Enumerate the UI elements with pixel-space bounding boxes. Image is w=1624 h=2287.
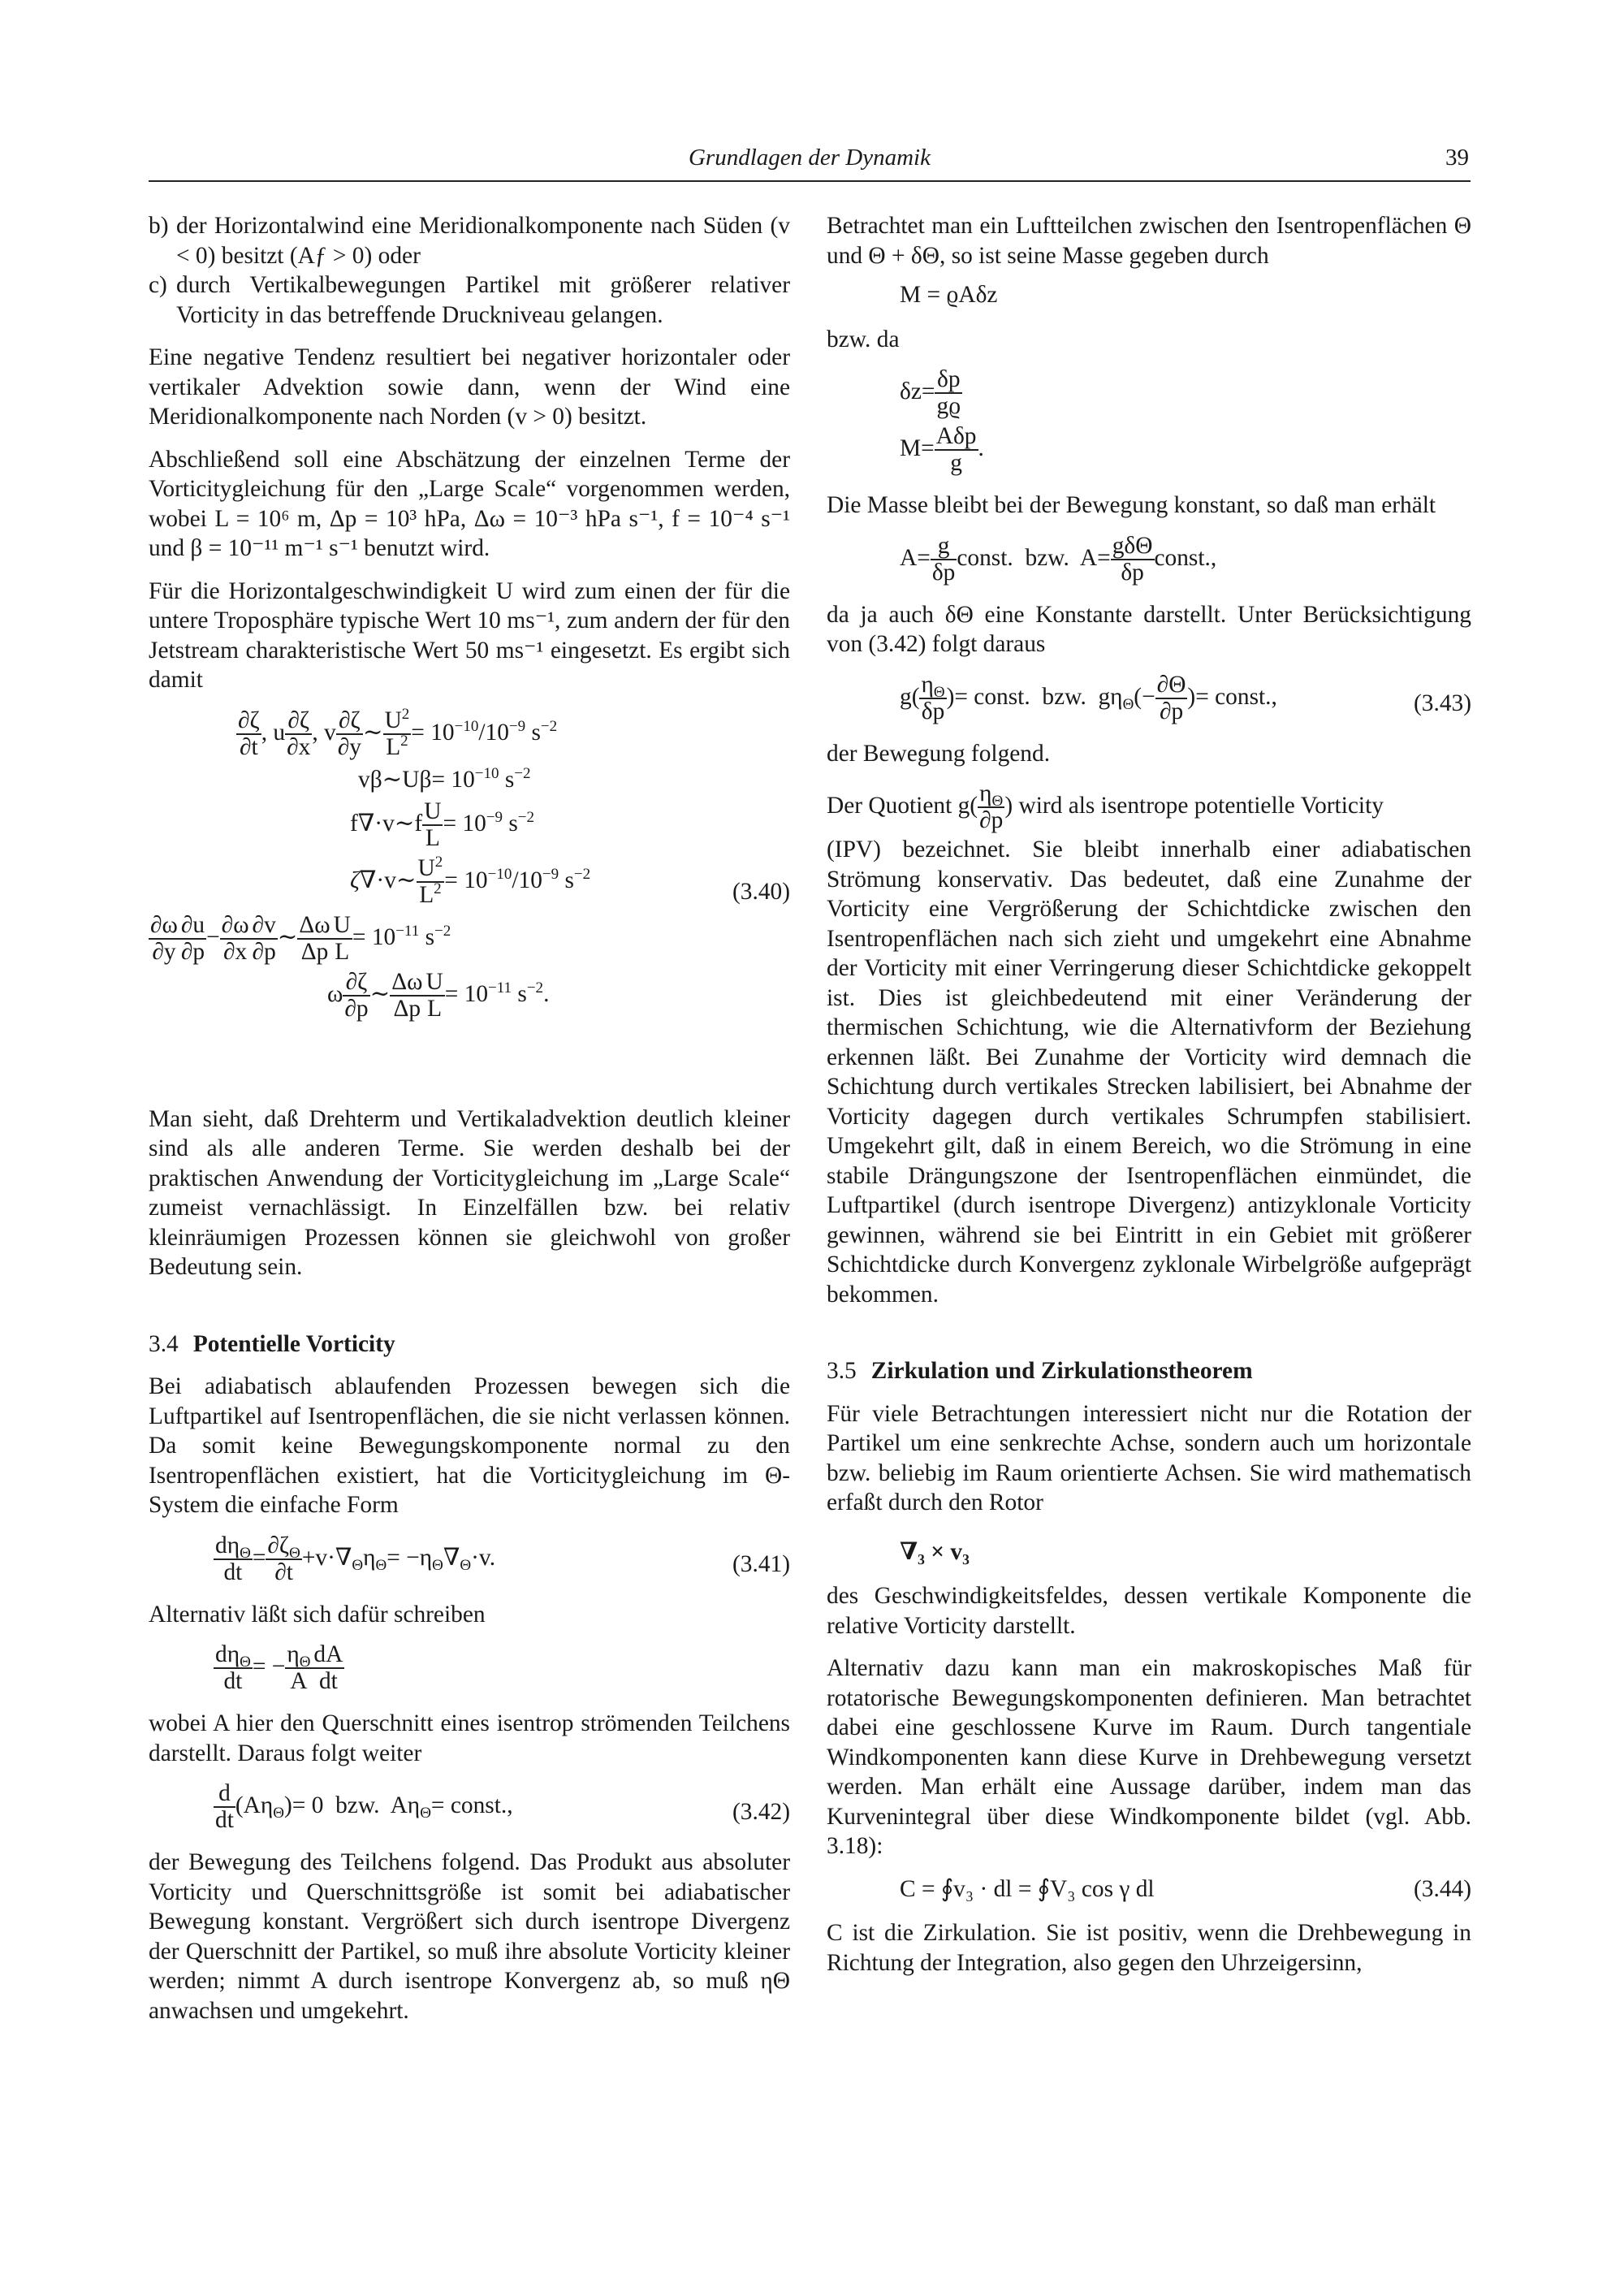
paragraph: Für die Horizontalgeschwindigkeit U wird zum einen der für die untere Troposphäre typische Wert 10 ms⁻¹, zum andern der für den Jetstream charakteristische Wert 50 ms⁻¹ eingesetzt. Es ergibt sich damit [149,577,790,693]
equation-number: (3.41) [732,1550,790,1577]
paragraph: Die Masse bleibt bei der Bewegung konstant, so daß man erhält [827,492,1436,518]
paragraph: bzw. da [827,326,900,352]
section-heading-3-5 [827,1356,1471,1386]
paragraph: Bei adiabatisch ablaufenden Prozessen bewegen sich die Luftpartikel auf Isentropenflächen, die sie nicht verlassen können. Da somit keine Bewegungskomponente normal zu den Isentropenflächen existiert, hat die Vorticitygleichung im Θ-System die einfache Form [149,1373,790,1518]
equation-number: (3.40) [732,878,790,905]
paragraph: Abschließend soll eine Abschätzung der einzelnen Terme der Vorticitygleichung für den „Large Scale“ vorgenommen werden, wobei L = 10⁶ m, Δp = 10³ hPa, Δω = 10⁻³ hPa s⁻¹, f = 10⁻⁴ s⁻¹ und β = 10⁻¹¹ m⁻¹ s⁻¹ benutzt wird. [149,446,790,561]
equation-3-43: g( $\frac{\eta_\Theta}{\delta p}$ )= const. bzw. $g\eta_\Theta(-$ $\frac{\partial\Theta}{\partial p}$ )= const., (3.43) [900,671,1471,724]
section-title: Potentielle Vorticity [192,1330,395,1357]
equation-3-42: $\frac{d}{dt}$ $(A\eta_\Theta)= 0$ bzw. $A\eta_\Theta=$ const., (3.42) [215,1780,790,1833]
paragraph: da ja auch δΘ eine Konstante darstellt. Unter Berücksichtigung von (3.42) folgt daraus [827,601,1471,657]
equation-number: (3.42) [732,1799,790,1825]
header-rule [149,180,1471,182]
equation-number: (3.43) [1413,690,1471,716]
equation-3-41: $\frac{d\eta_\Theta}{dt}$ = $\frac{\partial\zeta_\Theta}{\partial t}$ $+v\cdot\nabla_\Theta\eta_\Theta= -\eta_\Theta\nabla_\Theta\cdot v$. (3.41) [215,1532,790,1585]
equation-dz [827,367,1471,476]
running-header [149,145,1471,182]
list-item-c [149,270,790,330]
equation-line: M= $\frac{\text{Aδp}}{g}$ . [900,423,984,476]
paragraph: C ist die Zirkulation. Sie ist positiv, wenn die Drehbewegung in Richtung der Integration, also gegen den Uhrzeigersinn, [827,1920,1471,1976]
equation-line: vβ∼Uβ= $10^{-10}$ $s^{-2}$ [358,764,531,793]
list-label-b: b) [149,213,169,239]
text-run: wird als isentrope potentielle Vorticity [1018,792,1384,819]
equation-line: ω $\frac{\partial\zeta}{\partial p}$ ∼ $\frac{\Delta\omega}{\Delta p}$ $\frac{U}{L}$ = $10^{-11}$ $s^{-2}$. [327,969,550,1022]
equation-line: $\frac{\partial\zeta}{\partial t}$ , u $\frac{\partial\zeta}{\partial x}$ , v $\frac{\partial\zeta}{\partial y}$ ∼ $\frac{U^2}{L^2}$ = $10^{-10}/10^{-9}$ $s^{-2}$ [238,705,558,760]
list-text-b: der Horizontalwind eine Meridionalkomponente nach Süden (v < 0) besitzt (Aƒ > 0) oder [176,213,790,269]
section-title: Zirkulation und Zirkulationstheorem [870,1358,1253,1384]
list-text-c: durch Vertikalbewegungen Partikel mit größerer relativer Vorticity in das betreffende Druckniveau gelangen. [176,272,790,328]
equation-line: ζ∇·v∼ $\frac{U^2}{L^2}$ = $10^{-10}/10^{-9}$ $s^{-2}$ [350,854,591,908]
equation-line: δz= $\frac{\delta p}{gϱ}$ [900,366,961,419]
right-column [827,211,1471,1991]
list-label-c: c) [149,272,167,298]
paragraph: Man sieht, daß Drehterm und Vertikaladvektion deutlich kleiner sind als alle anderen Terme. Sie werden deshalb bei der praktischen Anwendung der Vorticitygleichung im „Large Scale“ zumeist vernachlässigt. In Einzelfällen bzw. bei relativ kleinräumigen Prozessen können sie gleichwohl von großer Bedeutung sein. [149,1105,790,1280]
text-run: Der Quotient [827,792,952,819]
paragraph: des Geschwindigkeitsfeldes, dessen vertikale Komponente die relative Vorticity darstellt. [827,1583,1471,1639]
paragraph: Für viele Betrachtungen interessiert nicht nur die Rotation der Partikel um eine senkrechte Achse, sondern auch um horizontale bzw. beliebig im Raum orientierte Achsen. Sie wird mathematisch erfaßt durch den Rotor [827,1400,1471,1515]
paragraph: Der Quotient g( $\frac{\eta_\Theta}{\partial p}$ ) wird als isentrope potentielle Vorticity [827,780,1384,833]
paragraph: der Bewegung des Teilchens folgend. Das Produkt aus absoluter Vorticity und Querschnittsgröße ist somit bei adiabatischer Bewegung konstant. Vergrößert sich durch isentrope Divergenz der Querschnitt der Partikel, so muß ihre absolute Vorticity kleiner werden; nimmt A durch isentrope Konvergenz ab, so muß ηΘ anwachsen und umgekehrt. [149,1849,790,2024]
equation-3-44 [827,1874,1471,1904]
section-number: 3.4 [149,1330,179,1357]
page-number: 39 [1445,145,1469,171]
equation-line: f∇·v∼f $\frac{U}{L}$ = $10^{-9}$ $s^{-2}$ [350,798,535,851]
equation-text: C = ∮v₃ · dl = ∮V₃ cos γ dl [900,1875,1155,1902]
paragraph: wobei A hier den Querschnitt eines isentrop strömenden Teilchens darstellt. Daraus folgt weiter [149,1710,790,1766]
paragraph: (IPV) bezeichnet. Sie bleibt innerhalb einer adiabatischen Strömung konservativ. Das bedeutet, daß eine Zunahme der Vorticity eine Vergrößerung der Schichtdicke zwischen den Isentropenflächen nach sich zieht und umgekehrt eine Abnahme der Vorticity mit einer Verringerung dieser Schichtdicke gekoppelt ist. Dies ist gleichbedeutend mit einer Veränderung der thermischen Schichtung, wie die Alternativform der Beziehung erkennen läßt. Bei Zunahme der Vorticity wird demnach die Schichtung durch vertikales Strecken labilisiert, bei Abnahme der Vorticity dagegen durch vertikales Schrumpfen stabilisiert. Umgekehrt gilt, daß in einem Bereich, wo die Strömung in eine stabile Drängungszone der Isentropenflächen einmündet, die Luftpartikel (durch isentrope Divergenz) antizyklonale Vorticity gewinnen, während sie bei Eintritt in ein Gebiet mit größerer Schichtdicke durch Konvergenz zyklonale Wirbelgröße aufgeprägt bekommen. [827,837,1471,1308]
list-item-b [149,211,790,270]
section-heading-3-4 [149,1329,790,1360]
equation-area: A= $\frac{g}{\delta p}$ const. bzw. A= $\frac{\text{gδΘ}}{\delta p}$ const., [900,532,1217,586]
paragraph: der Bewegung folgend. [827,740,1051,767]
paragraph: Alternativ läßt sich dafür schreiben [149,1601,486,1628]
paragraph: Alternativ dazu kann man ein makroskopisches Maß für rotatorische Bewegungskomponenten definieren. Man betrachtet dabei eine geschlossene Kurve im Raum. Durch tangentiale Windkomponenten kann diese Kurve in Drehbewegung versetzt werden. Man erhält eine Aussage darüber, indem man das Kurvenintegral über diese Windkomponente bildet (vgl. Abb. 3.18): [827,1655,1471,1859]
equation-number: (3.44) [1413,1875,1471,1902]
equation-rotor: ∇₃ × v₃ [900,1538,970,1565]
equation-block-3-40 [149,705,790,1090]
paragraph: Betrachtet man ein Luftteilchen zwischen den Isentropenflächen Θ und Θ + δΘ, so ist seine Masse gegeben durch [827,213,1471,269]
equation-mass: M = ϱAδz [900,282,998,308]
left-column [149,211,790,2038]
paragraph: Eine negative Tendenz resultiert bei negativer horizontaler oder vertikaler Advektion sowie dann, wenn der Wind eine Meridionalkomponente nach Norden (v > 0) besitzt. [149,344,790,430]
equation-alt-form: $\frac{d\eta_\Theta}{dt}$ = − $\frac{\eta_\Theta}{A}$ $\frac{dA}{dt}$ [215,1641,343,1694]
section-number: 3.5 [827,1358,857,1384]
header-title: Grundlagen der Dynamik [688,145,931,171]
equation-line: $\frac{\partial\omega}{\partial y}$ $\frac{\partial u}{\partial p}$ − $\frac{\partial\omega}{\partial x}$ $\frac{\partial v}{\partial p}$ ∼ $\frac{\Delta\omega}{\Delta p}$ $\frac{U}{L}$ = $10^{-11}$ $s^{-2}$ [150,912,451,965]
